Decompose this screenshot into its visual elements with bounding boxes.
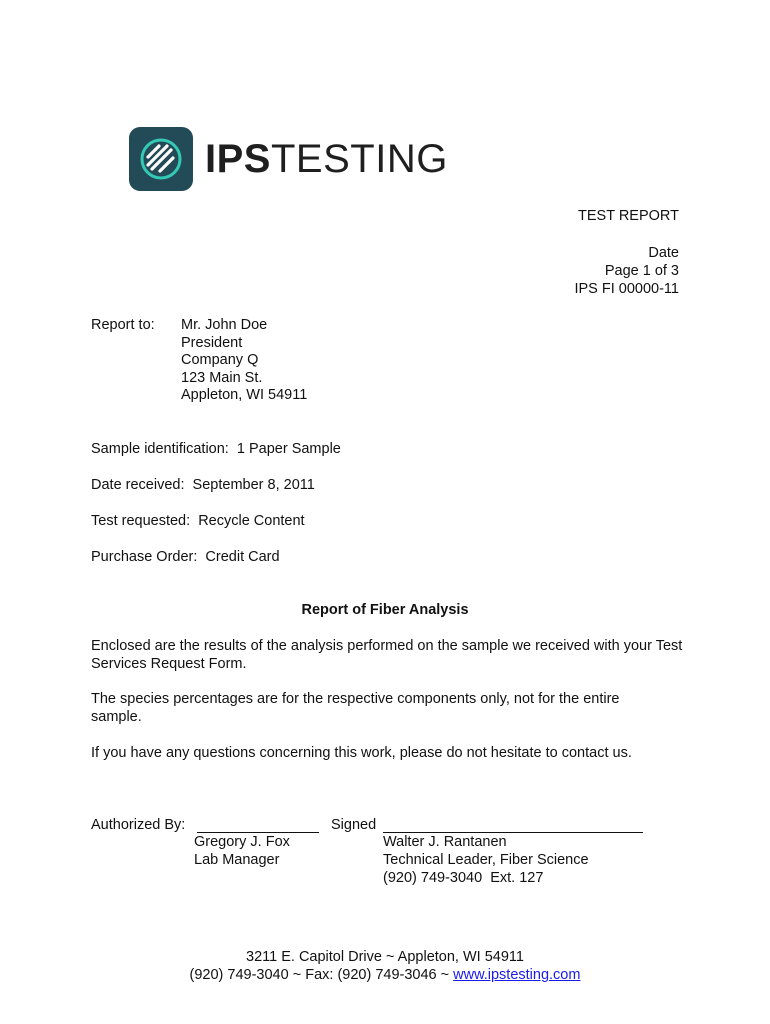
recipient-title: President [181, 334, 243, 351]
recipient-city: Appleton, WI 54911 [181, 387, 308, 403]
authorized-title: Lab Manager [194, 852, 280, 868]
signed-name: Walter J. Rantanen [383, 834, 507, 850]
recipient-name: Mr. John Doe [181, 317, 268, 333]
report-to-address [181, 317, 307, 405]
website-link[interactable]: www.ipstesting.com [453, 967, 581, 983]
signed-title: Technical Leader, Fiber Science [383, 852, 589, 868]
recipient-street: 123 Main St. [181, 369, 263, 386]
signed-signature-line [383, 832, 643, 833]
page-number: Page 1 of 3 [604, 263, 679, 279]
recipient-company: Company Q [181, 352, 259, 368]
report-date: Date [648, 245, 679, 261]
footer-phone-fax: (920) 749-3040 ~ Fax: (920) 749-3046 ~ [189, 967, 454, 983]
date-received: Date received: September 8, 2011 [91, 477, 315, 493]
ips-logo-mark-icon [129, 127, 193, 191]
logo-wordmark [205, 137, 448, 181]
test-requested: Test requested: Recycle Content [91, 513, 305, 529]
paragraph-results: Enclosed are the results of the analysis performed on the sample we received with your Test Services Request Form. [91, 638, 683, 672]
footer-address: 3211 E. Capitol Drive ~ Appleton, WI 54911 [246, 949, 524, 965]
company-logo [129, 127, 448, 191]
logo-text-regular: TESTING [270, 137, 448, 181]
report-title: TEST REPORT [578, 208, 679, 224]
signed-label: Signed [331, 817, 377, 833]
authorized-signature-line [197, 832, 319, 833]
authorized-name: Gregory J. Fox [194, 834, 290, 850]
sample-identification: Sample identification: 1 Paper Sample [91, 441, 341, 457]
paragraph-contact: If you have any questions concerning this work, please do not hesitate to contact us. [91, 745, 632, 761]
footer-contact [0, 967, 770, 985]
authorized-by-label: Authorized By: [91, 817, 186, 833]
section-title: Report of Fiber Analysis [301, 602, 469, 618]
paragraph-species: The species percentages are for the respective components only, not for the entire sample. [91, 691, 620, 725]
report-id: IPS FI 00000-11 [574, 281, 679, 297]
purchase-order: Purchase Order: Credit Card [91, 549, 280, 565]
signed-phone: (920) 749-3040 Ext. 127 [383, 870, 544, 886]
logo-text-bold: IPS [205, 137, 271, 181]
report-to-label: Report to: [91, 317, 155, 333]
